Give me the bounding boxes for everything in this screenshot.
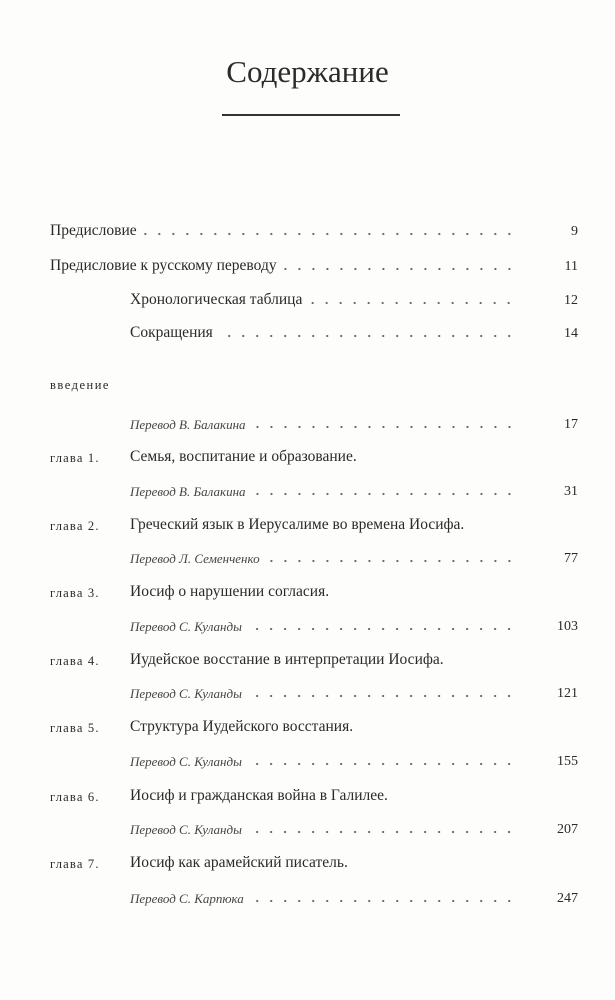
- entry-label: Предисловие к русскому переводу: [50, 257, 277, 274]
- page-number: 247: [557, 891, 578, 906]
- chapter-title: Семья, воспитание и образование.: [130, 448, 357, 465]
- translator-credit: Перевод С. Карпюка: [130, 891, 244, 906]
- chapter-title: Греческий язык в Иерусалиме во времена Иосифа.: [130, 516, 465, 533]
- leader-dots: [252, 491, 516, 497]
- translator-credit: Перевод С. Куланды: [130, 754, 242, 769]
- leader-dots: [308, 300, 516, 306]
- page-number: 103: [557, 619, 578, 634]
- leader-dots: [248, 829, 516, 835]
- leader-dots: [219, 333, 516, 339]
- page-number: 207: [557, 822, 578, 837]
- chapter-translator-row[interactable]: [50, 680, 578, 702]
- entry-label: Хронологическая таблица: [130, 291, 303, 308]
- page-title: Содержание: [226, 54, 389, 89]
- chapter-translator-row[interactable]: [50, 748, 578, 770]
- chapter-translator-row[interactable]: [50, 545, 578, 567]
- chapter-label: глава 1.: [50, 451, 100, 465]
- chapter-title-row[interactable]: [50, 783, 578, 805]
- chapter-title-row[interactable]: [50, 714, 578, 736]
- page-number: 121: [557, 686, 578, 701]
- chapter-title-row[interactable]: [50, 850, 578, 872]
- translator-credit: Перевод В. Балакина: [130, 417, 246, 432]
- translator-credit: Перевод С. Куланды: [130, 822, 242, 837]
- toc-entry[interactable]: [50, 218, 578, 240]
- chapter-title-row[interactable]: [50, 444, 578, 466]
- leader-dots: [252, 424, 516, 430]
- page-number: 77: [564, 551, 578, 566]
- chapter-label: глава 5.: [50, 721, 100, 735]
- leader-dots: [283, 266, 516, 272]
- translator-credit: Перевод С. Куланды: [130, 686, 242, 701]
- chapter-translator-row[interactable]: [50, 816, 578, 838]
- leader-dots: [248, 693, 516, 699]
- chapter-translator-row[interactable]: [50, 613, 578, 635]
- page-number: 12: [564, 293, 578, 308]
- chapter-label: глава 3.: [50, 586, 100, 600]
- chapter-title: Иосиф как арамейский писатель.: [130, 854, 348, 871]
- leader-dots: [250, 898, 516, 904]
- chapter-label: глава 7.: [50, 857, 100, 871]
- chapter-label: глава 6.: [50, 790, 100, 804]
- chapter-title-row[interactable]: [50, 512, 578, 534]
- chapter-translator-row[interactable]: [50, 885, 578, 907]
- toc-entry[interactable]: [50, 411, 578, 433]
- page-number: 155: [557, 754, 578, 769]
- leader-dots: [266, 558, 516, 564]
- translator-credit: Перевод Л. Семенченко: [130, 551, 260, 566]
- leader-dots: [248, 761, 516, 767]
- toc-entry[interactable]: [50, 287, 578, 309]
- chapter-title: Структура Иудейского восстания.: [130, 718, 354, 735]
- page-number: 17: [564, 417, 578, 432]
- page-number: 11: [564, 259, 578, 274]
- toc-entry[interactable]: [50, 320, 578, 342]
- chapter-title: Иосиф о нарушении согласия.: [130, 583, 330, 600]
- entry-label: Предисловие: [50, 222, 137, 239]
- translator-credit: Перевод С. Куланды: [130, 619, 242, 634]
- leader-dots: [248, 626, 516, 632]
- chapter-title: Иудейское восстание в интерпретации Иосифа.: [130, 651, 444, 668]
- chapter-label: глава 2.: [50, 519, 100, 533]
- toc-entry[interactable]: [50, 253, 578, 275]
- translator-credit: Перевод В. Балакина: [130, 484, 246, 499]
- chapter-translator-row[interactable]: [50, 478, 578, 500]
- chapter-title-row[interactable]: [50, 579, 578, 601]
- entry-label: Сокращения: [130, 324, 213, 341]
- leader-dots: [143, 231, 516, 237]
- title-rule: [222, 114, 400, 116]
- section-heading-introduction: введение: [50, 378, 110, 392]
- chapter-label: глава 4.: [50, 654, 100, 668]
- chapter-title: Иосиф и гражданская война в Галилее.: [130, 787, 388, 804]
- page-number: 31: [564, 484, 578, 499]
- page-number: 9: [571, 224, 578, 239]
- page-number: 14: [564, 326, 578, 341]
- chapter-title-row[interactable]: [50, 647, 578, 669]
